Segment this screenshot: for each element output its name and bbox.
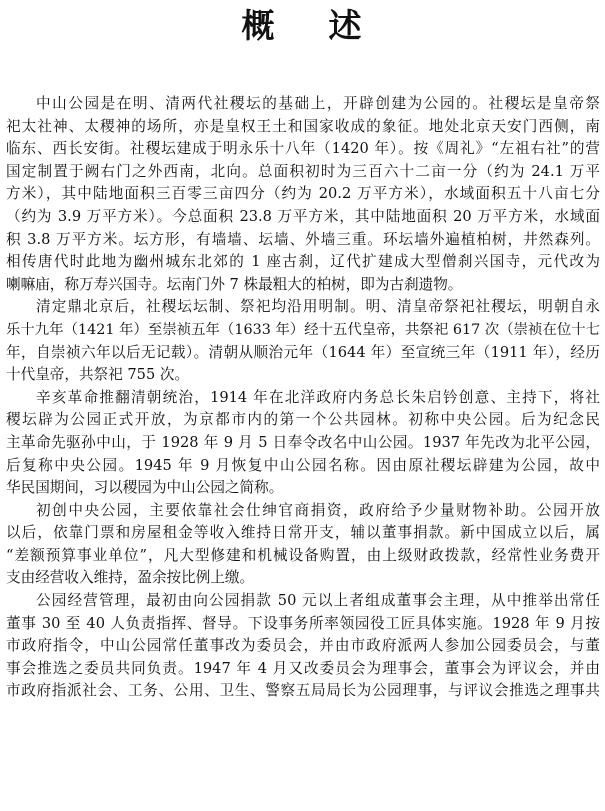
text-line: 支由经营收入维持，盈余按比例上缴。 [6, 569, 255, 587]
paragraph-1 [6, 93, 600, 296]
text-line: 国定制置于阙右门之外西南，北向。总面积初时为三百六十二亩一分（约为 24.1 万平 [6, 162, 600, 180]
text-line: （约为 3.9 万平方米）。今总面积 23.8 万平方米，其中陆地面积 20 万平方米，水域面 [6, 207, 600, 225]
text-line: 积 3.8 万平方米。坛方形，有墙墙、坛墙、外墙三重。环坛墙外遍植柏树，井然森列。 [6, 230, 600, 248]
text-line: 临东、西长安街。社稷坛建成于明永乐十八年（1420 年）。按《周礼》“左祖右社”的营 [6, 140, 600, 158]
text-line: 喇嘛庙，称万寿兴国寺。坛南门外 7 株最粗大的柏树，即为古刹遗物。 [6, 275, 463, 293]
page-title [0, 4, 605, 48]
text-line: 祀太社神、太稷神的场所，亦是皇权王土和国家收成的象征。地处北京天安门西侧，南 [6, 117, 600, 135]
text-line: 市政府指令，中山公园常任董事改为委员会，并由市政府派两人参加公园委员会，与董 [6, 637, 600, 655]
text-line: 清定鼎北京后，社稷坛坛制、祭祀均沿用明制。明、清皇帝祭祀社稷坛，明朝自永 [36, 298, 600, 316]
text-line: 稷坛辟为公园正式开放，为京都市内的第一个公共园林。初称中央公园。后为纪念民 [6, 411, 600, 429]
paragraph-5 [6, 590, 600, 703]
text-line: 乐十九年（1421 年）至崇祯五年（1633 年）经十五代皇帝，共祭祀 617 次（崇祯在位十七 [6, 321, 600, 338]
text-line: 公园经营管理，最初由向公园捐款 50 元以上者组成董事会主理，从中推举出常任 [36, 592, 600, 610]
text-line: 市政府指派社会、工务、公用、卫生、警察五局局长为公园理事，与评议会推选之理事共 [6, 682, 600, 700]
document-body [6, 93, 600, 703]
text-line: 年，自崇祯六年以后无记载）。清朝从顺治元年（1644 年）至宣统三年（1911 年），经历 [6, 343, 600, 361]
title-char-2: 述 [328, 6, 364, 45]
paragraph-4 [6, 500, 600, 590]
title-char-1: 概 [241, 6, 277, 45]
text-line: 以后，依靠门票和房屋租金等收入维持日常开支，辅以董事捐款。新中国成立以后，属 [6, 524, 600, 542]
paragraph-2 [6, 296, 600, 386]
text-line: 事会推选之委员共同负责。1947 年 4 月又改委员会为理事会，董事会为评议会，并由 [6, 659, 600, 677]
text-line: 董事 30 至 40 人负责指挥、督导。下设事务所率领园役工匠具体实施。1928 年 9 月按 [6, 614, 600, 632]
text-line: 后复称中央公园。1945 年 9 月恢复中山公园名称。因由原社稷坛辟建为公园，故中 [6, 456, 600, 474]
text-line: 华民国期间，习以稷园为中山公园之简称。 [6, 479, 284, 497]
text-line: “差额预算事业单位”，凡大型修建和机械设备购置，由上级财政拨款，经常性业务费开 [6, 546, 600, 564]
text-line: 初创中央公园，主要依靠社会仕绅官商捐资，政府给予少量财物补助。公园开放 [36, 501, 600, 519]
text-line: 十代皇帝，共祭祀 755 次。 [6, 366, 190, 384]
text-line: 辛亥革命推翻清朝统治，1914 年在北洋政府内务总长朱启钤创意、主持下，将社 [36, 388, 600, 406]
text-line: 相传唐代时此地为幽州城东北郊的 1 座古刹，辽代扩建成大型僧刹兴国寺，元代改为 [6, 253, 600, 271]
text-line: 主革命先驱孙中山，于 1928 年 9 月 5 日奉令改名中山公园。1937 年先改为北平公园， [6, 433, 600, 451]
text-line: 中山公园是在明、清两代社稷坛的基础上，开辟创建为公园的。社稷坛是皇帝祭 [36, 95, 600, 112]
paragraph-3 [6, 387, 600, 500]
text-line: 方米），其中陆地面积三百零三亩四分（约为 20.2 万平方米），水域面积五十八亩七分 [6, 185, 600, 203]
